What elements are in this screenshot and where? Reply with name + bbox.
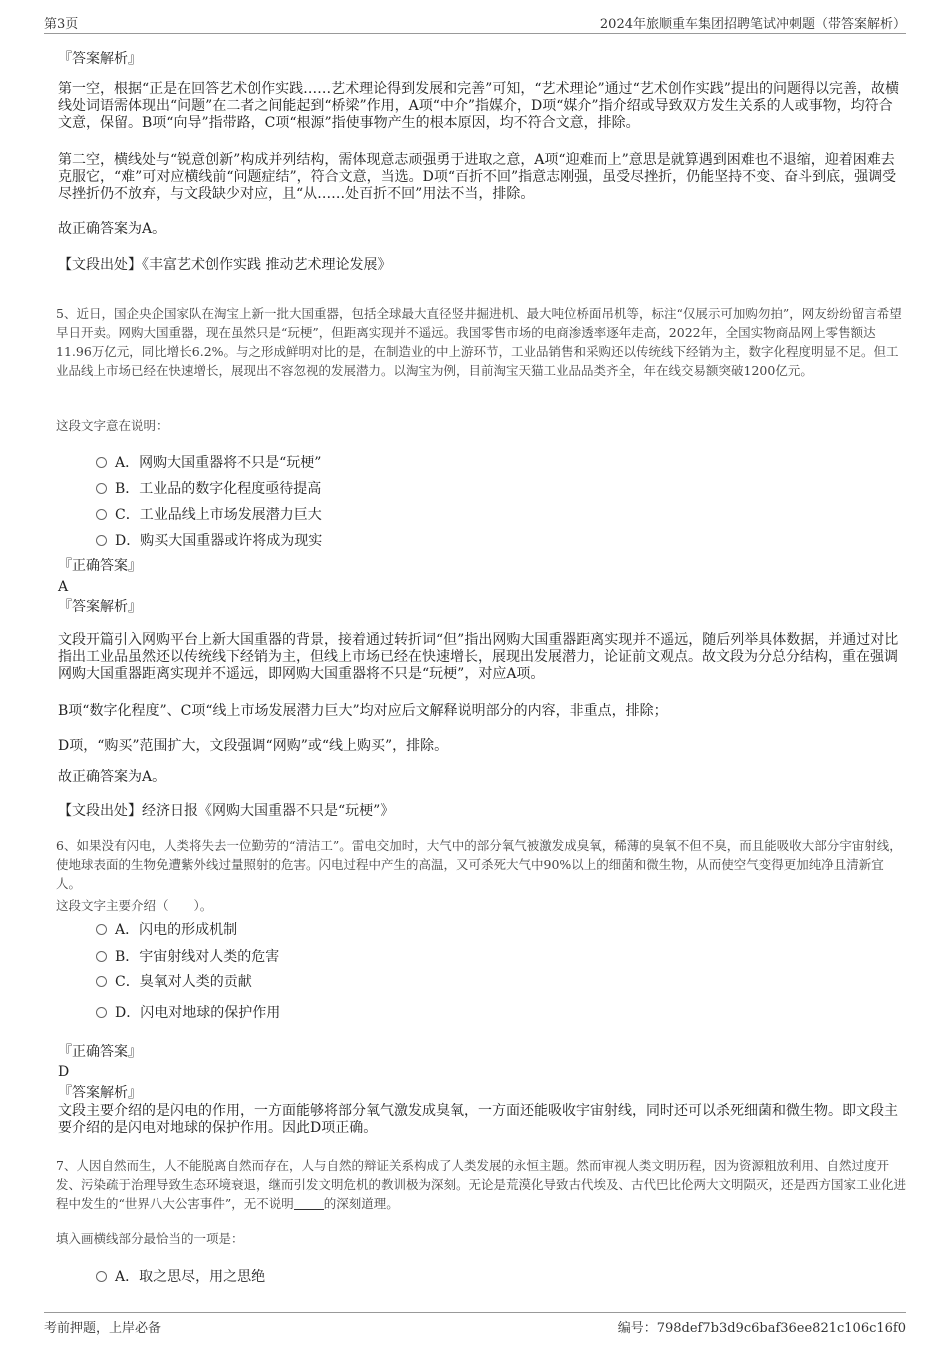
radio-icon[interactable] xyxy=(96,951,107,962)
radio-icon[interactable] xyxy=(96,924,107,935)
q6-answer-head: 『正确答案』 xyxy=(58,1044,142,1060)
q4-analysis-head: 『答案解析』 xyxy=(58,51,142,67)
radio-icon[interactable] xyxy=(96,535,107,546)
q4-analysis-para2: 第二空，横线处与“锐意创新”构成并列结构，需体现意志顽强勇于进取之意，A项“迎难而上”意思是就算遇到困难也不退缩，迎着困难去克服它，“难”可对应横线前“问题症结”，符合文意，当选。D项“百折不回”指意志刚强，虽受尽挫折，仍能坚持不变、奋斗到底，强调受尽挫折仍不放弃，与文段缺少对应，且“从……处百折不回”用法不当，排除。 xyxy=(58,152,897,202)
q6-option-c[interactable]: C．臭氧对人类的贡献 xyxy=(96,971,252,991)
q5-analysis-head: 『答案解析』 xyxy=(58,599,142,615)
footer-slogan: 考前押题，上岸必备 xyxy=(44,1321,162,1336)
q5-conclusion: 故正确答案为A。 xyxy=(58,769,167,785)
q6-option-a[interactable]: A．闪电的形成机制 xyxy=(96,919,237,939)
radio-icon[interactable] xyxy=(96,509,107,520)
q5-analysis-1: 文段开篇引入网购平台上新大国重器的背景，接着通过转折词“但”指出网购大国重器距离实现并不遥远，随后列举具体数据，并通过对比指出工业品虽然还以传统线下经销为主，但线上市场已经在快速增长，展现出发展潜力，论证前文观点。故文段为分总分结构，重在强调网购大国重器距离实现并不遥远，即网购大国重器将不只是“玩梗”，对应A项。 xyxy=(58,632,899,682)
radio-icon[interactable] xyxy=(96,976,107,987)
q4-analysis-para1: 第一空，根据“正是在回答艺术创作实践……艺术理论得到发展和完善”可知，“艺术理论”通过“艺术创作实践”提出的问题得以完善，故横线处词语需体现出“问题”在二者之间能起到“桥梁”作用，A项“中介”指媒介，D项“媒介”指介绍或导致双方发生关系的人或事物，均符合文意，保留。B项“向导”指带路，C项“根源”指使事物产生的根本原因，均不符合文意，排除。 xyxy=(58,81,899,131)
radio-icon[interactable] xyxy=(96,457,107,468)
q6-analysis: 文段主要介绍的是闪电的作用，一方面能够将部分氧气激发成臭氧，一方面还能吸收宇宙射线，同时还可以杀死细菌和微生物。即文段主要介绍的是闪电对地球的保护作用。因此D项正确。 xyxy=(58,1103,898,1136)
fill-blank xyxy=(294,1197,324,1210)
q6-stem: 6、如果没有闪电，人类将失去一位勤劳的“清洁工”。雷电交加时，大气中的部分氧气被激发成臭氧，稀薄的臭氧不但不臭，而且能吸收大部分宇宙射线，使地球表面的生物免遭紫外线过量照射的危害。闪电过程中产生的高温，又可杀死大气中90%以上的细菌和微生物，从而使空气变得更加纯净且清新宜人。 xyxy=(56,838,902,891)
q5-option-a[interactable]: A．网购大国重器将不只是“玩梗” xyxy=(96,452,321,472)
q6-analysis-head: 『答案解析』 xyxy=(58,1085,142,1101)
q5-source: 【文段出处】经济日报《网购大国重器不只是“玩梗”》 xyxy=(58,803,395,819)
q5-option-d[interactable]: D．购买大国重器或许将成为现实 xyxy=(96,530,322,550)
q5-analysis-3: D项，“购买”范围扩大，文段强调“网购”或“线上购买”，排除。 xyxy=(58,738,449,754)
q6-answer: D xyxy=(58,1064,70,1080)
document-title: 2024年旅顺重车集团招聘笔试冲刺题（带答案解析） xyxy=(599,17,906,32)
page-footer xyxy=(44,1312,906,1339)
document-code: 编号：798def7b3d9c6baf36ee821c106c16f0 xyxy=(617,1321,906,1336)
radio-icon[interactable] xyxy=(96,1271,107,1282)
q7-prompt: 填入画横线部分最恰当的一项是： xyxy=(56,1231,244,1246)
q5-answer: A xyxy=(58,579,69,595)
q5-option-c[interactable]: C．工业品线上市场发展潜力巨大 xyxy=(96,504,322,524)
q6-option-d[interactable]: D．闪电对地球的保护作用 xyxy=(96,1002,280,1022)
q4-conclusion: 故正确答案为A。 xyxy=(58,221,167,237)
q4-source: 【文段出处】《丰富艺术创作实践 推动艺术理论发展》 xyxy=(58,257,392,273)
q5-analysis-2: B项“数字化程度”、C项“线上市场发展潜力巨大”均对应后文解释说明部分的内容，非重点，排除； xyxy=(58,703,668,719)
q5-prompt: 这段文字意在说明： xyxy=(56,418,169,433)
q5-stem: 5、近日，国企央企国家队在淘宝上新一批大国重器，包括全球最大直径竖井掘进机、最大吨位桥面吊机等，标注“仅展示可加购勿拍”，网友纷纷留言希望早日开卖。网购大国重器，现在虽然只是“玩梗”，但距离实现并不遥远。我国零售市场的电商渗透率逐年走高，2022年，全国实物商品网上零售额达11.96万亿元，同比增长6.2%。与之形成鲜明对比的是，在制造业的中上游环节，工业品销售和采购还以传统线下经销为主，数字化程度明显不足。但工业品线上市场已经在快速增长，展现出不容忽视的发展潜力。以淘宝为例，目前淘宝天猫工业品品类齐全，年在线交易额突破1200亿元。 xyxy=(56,306,902,378)
q6-option-b[interactable]: B．宇宙射线对人类的危害 xyxy=(96,946,279,966)
q7-stem: 7、人因自然而生，人不能脱离自然而存在，人与自然的辩证关系构成了人类发展的永恒主题。然而审视人类文明历程，因为资源粗放利用、自然过度开发、污染疏于治理导致生态环境衰退，继而引发文明危机的教训极为深刻。无论是荒漠化导致古代埃及、古代巴比伦两大文明陨灭，还是西方国家工业化进程中发生的“世界八大公害事件”，无不说明 的深刻道理。 xyxy=(56,1158,907,1211)
q5-answer-head: 『正确答案』 xyxy=(58,558,142,574)
q6-prompt: 这段文字主要介绍（ ）。 xyxy=(56,898,213,913)
q7-option-a[interactable]: A．取之思尽，用之思绝 xyxy=(96,1266,265,1286)
page-number: 第3页 xyxy=(44,17,79,32)
q5-option-b[interactable]: B．工业品的数字化程度亟待提高 xyxy=(96,478,321,498)
radio-icon[interactable] xyxy=(96,1007,107,1018)
radio-icon[interactable] xyxy=(96,483,107,494)
page-header xyxy=(44,13,906,34)
